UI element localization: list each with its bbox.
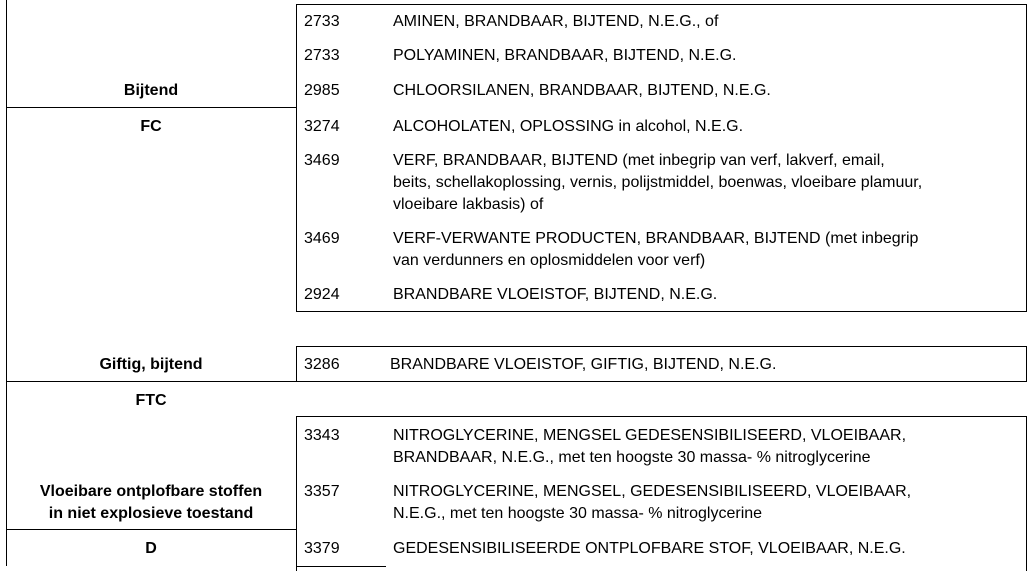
category-d: D (145, 540, 157, 557)
un-number: 3469 (304, 152, 340, 169)
entry-description: GEDESENSIBILISEERDE ONTPLOFBARE STOF, VLOEIBAAR, N.E.G. (393, 540, 906, 557)
entry-description-line: NITROGLYCERINE, MENGSEL GEDESENSIBILISEERD, VLOEIBAAR, (393, 427, 907, 444)
un-number: 2985 (304, 82, 340, 99)
entry-description: CHLOORSILANEN, BRANDBAAR, BIJTEND, N.E.G. (393, 82, 771, 99)
un-number: 2733 (304, 13, 340, 30)
entry-description (393, 481, 1021, 525)
un-number: 3286 (304, 356, 340, 373)
entry-description-line: VERF-VERWANTE PRODUCTEN, BRANDBAAR, BIJTEND (met inbegrip (393, 230, 919, 247)
entry-description (393, 425, 1021, 469)
category-vloeibare-line-1: Vloeibare ontplofbare stoffen (39, 483, 263, 500)
divider-bijtend-fc (6, 107, 297, 108)
entry-description: AMINEN, BRANDBAAR, BIJTEND, N.E.G., of (393, 13, 719, 30)
category-vloeibare-line-2: in niet explosieve toestand (48, 505, 254, 522)
entry-description-line: N.E.G., met ten hoogste 30 massa- % nitroglycerine (393, 505, 763, 522)
entry-description (393, 150, 1021, 216)
entry-description (393, 228, 1021, 272)
divider-vloeibare-d (6, 529, 297, 530)
category-bijtend: Bijtend (123, 82, 179, 99)
entry-description-line: van verdunners en oplosmiddelen voor verf) (393, 252, 706, 269)
entry-description-line: vloeibare lakbasis) of (393, 196, 544, 213)
bottom-left-border (296, 566, 386, 567)
un-number: 3343 (304, 427, 340, 444)
entry-description: POLYAMINEN, BRANDBAAR, BIJTEND, N.E.G. (393, 47, 737, 64)
un-number: 3379 (304, 540, 340, 557)
un-number: 2733 (304, 47, 340, 64)
un-number: 3357 (304, 483, 340, 500)
un-number: 2924 (304, 286, 340, 303)
entry-description: BRANDBARE VLOEISTOF, GIFTIG, BIJTEND, N.E.G. (390, 356, 777, 373)
category-giftig-bijtend: Giftig, bijtend (99, 356, 203, 373)
divider-giftig-ftc (6, 381, 297, 382)
un-number: 3469 (304, 230, 340, 247)
entry-description-line: VERF, BRANDBAAR, BIJTEND (met inbegrip van verf, lakverf, email, (393, 152, 885, 169)
category-ftc: FTC (135, 392, 167, 409)
entry-description-line: NITROGLYCERINE, MENGSEL, GEDESENSIBILISEERD, VLOEIBAAR, (393, 483, 912, 500)
un-number: 3274 (304, 118, 340, 135)
category-fc: FC (140, 118, 162, 135)
category-vloeibare-ontplofbare-stoffen (6, 481, 296, 525)
entry-description: BRANDBARE VLOEISTOF, BIJTEND, N.E.G. (393, 286, 718, 303)
entry-description: ALCOHOLATEN, OPLOSSING in alcohol, N.E.G. (393, 118, 744, 135)
entry-description-line: BRANDBAAR, N.E.G., met ten hoogste 30 massa- % nitroglycerine (393, 449, 871, 466)
entry-description-line: beits, schellakoplossing, vernis, polijstmiddel, boenwas, vloeibare plamuur, (393, 174, 923, 191)
